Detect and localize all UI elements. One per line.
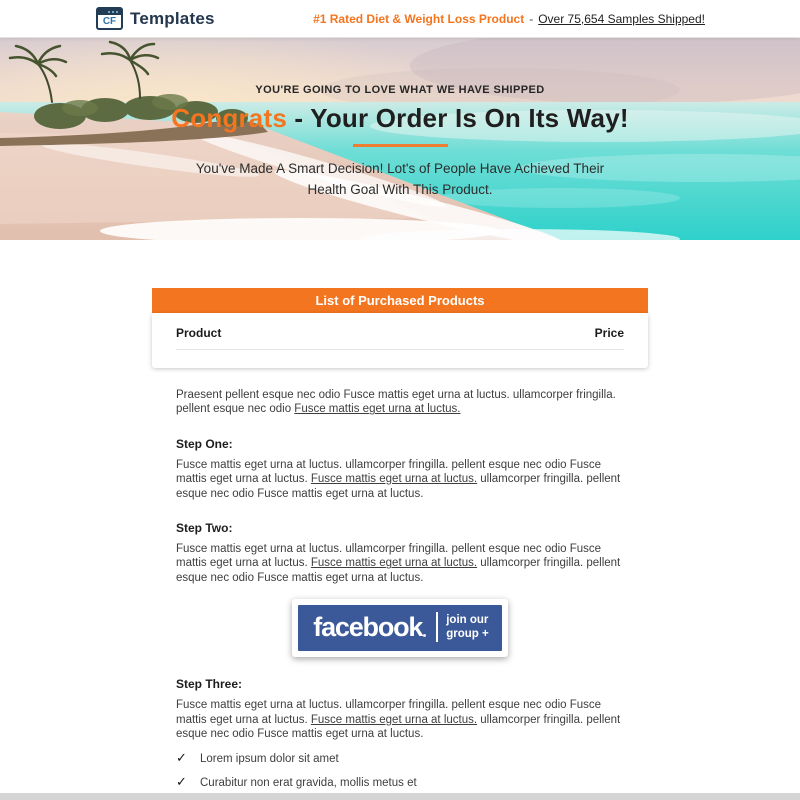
cf-logo-letters: CF bbox=[102, 16, 117, 27]
header-promo bbox=[313, 12, 705, 26]
list-item bbox=[176, 774, 624, 790]
hero-section bbox=[0, 38, 800, 240]
step-three-text-after: ullamcorper fringilla. pellent esque nec odio Fusce mattis eget urna at luctus. bbox=[176, 713, 621, 741]
hero-content bbox=[0, 38, 800, 201]
step-one-text: Fusce mattis eget urna at luctus. ullamcorper fringilla. pellent esque nec odio Fusce mattis eget urna at luctus. bbox=[176, 458, 602, 486]
facebook-button-wrap bbox=[176, 599, 624, 657]
purchased-products-section bbox=[152, 288, 648, 368]
step-one-text-after: ullamcorper fringilla. pellent esque nec odio Fusce mattis eget urna at luctus. bbox=[176, 473, 621, 500]
step-two-text-after: ullamcorper fringilla. pellent esque nec odio Fusce mattis eget urna at luctus. bbox=[176, 557, 621, 584]
step-two-paragraph bbox=[176, 542, 624, 585]
check-label: Curabitur non erat gravida, mollis metus et bbox=[200, 777, 417, 790]
facebook-wordmark-dot bbox=[423, 634, 426, 637]
products-table-card bbox=[152, 313, 648, 368]
promo-separator: - bbox=[529, 11, 534, 26]
facebook-divider bbox=[436, 612, 438, 642]
cf-logo-icon bbox=[96, 7, 123, 30]
page-title-rest: - Your Order Is On Its Way! bbox=[286, 103, 629, 133]
page-title-highlight: Congrats bbox=[171, 103, 287, 133]
check-label: Lorem ipsum dolor sit amet bbox=[200, 753, 339, 766]
intro-paragraph bbox=[176, 388, 624, 417]
promo-highlight-text: #1 Rated Diet & Weight Loss Product bbox=[313, 11, 525, 26]
step-two-link[interactable]: Fusce mattis eget urna at luctus. bbox=[310, 557, 478, 570]
facebook-button-inner bbox=[298, 605, 501, 651]
browser-window-dots bbox=[108, 11, 118, 13]
hero-subtitle: You've Made A Smart Decision! Lot's of People Have Achieved Their Health Goal With This Product. bbox=[195, 161, 605, 197]
column-product: Product bbox=[176, 326, 222, 340]
cf-templates-logo[interactable] bbox=[96, 7, 215, 30]
column-price: Price bbox=[594, 326, 624, 340]
list-item bbox=[176, 750, 624, 766]
title-underline bbox=[353, 144, 448, 147]
facebook-wordmark: facebook bbox=[313, 611, 423, 642]
facebook-caption-line2: group + bbox=[446, 628, 489, 641]
products-table-header bbox=[176, 326, 624, 350]
step-three-paragraph bbox=[176, 698, 624, 741]
intro-link[interactable]: Fusce mattis eget urna at luctus. bbox=[294, 403, 461, 416]
facebook-caption-line1: join our bbox=[446, 613, 489, 626]
check-icon: ✓ bbox=[176, 750, 187, 766]
hero-eyebrow: YOU'RE GOING TO LOVE WHAT WE HAVE SHIPPED bbox=[255, 84, 545, 96]
step-one-heading: Step One: bbox=[176, 436, 233, 451]
main-content bbox=[176, 388, 624, 790]
step-one-paragraph bbox=[176, 458, 624, 501]
step-three-text: Fusce mattis eget urna at luctus. ullamcorper fringilla. pellent esque nec odio Fusce mattis eget urna at luctus. bbox=[176, 699, 602, 726]
step-three-link[interactable]: Fusce mattis eget urna at luctus. bbox=[310, 713, 478, 726]
products-banner: List of Purchased Products bbox=[152, 288, 648, 313]
page-title bbox=[171, 103, 628, 134]
intro-text: Praesent pellent esque nec odio Fusce mattis eget urna at luctus. ullamcorper fringilla. pellent esque nec odio bbox=[176, 389, 616, 416]
top-header bbox=[0, 0, 800, 38]
benefits-checklist bbox=[176, 750, 624, 790]
brand-name: Templates bbox=[130, 8, 215, 28]
step-two-text: Fusce mattis eget urna at luctus. ullamcorper fringilla. pellent esque nec odio Fusce mattis eget urna at luctus. bbox=[176, 543, 602, 570]
check-icon: ✓ bbox=[176, 774, 187, 790]
promo-samples-link[interactable]: Over 75,654 Samples Shipped! bbox=[538, 11, 705, 26]
step-three-heading: Step Three: bbox=[176, 677, 243, 692]
facebook-join-group-button[interactable] bbox=[292, 599, 507, 657]
page-bottom-edge bbox=[0, 793, 800, 800]
step-two-heading: Step Two: bbox=[176, 521, 233, 536]
facebook-caption bbox=[446, 613, 489, 642]
step-one-link[interactable]: Fusce mattis eget urna at luctus. bbox=[310, 473, 478, 486]
